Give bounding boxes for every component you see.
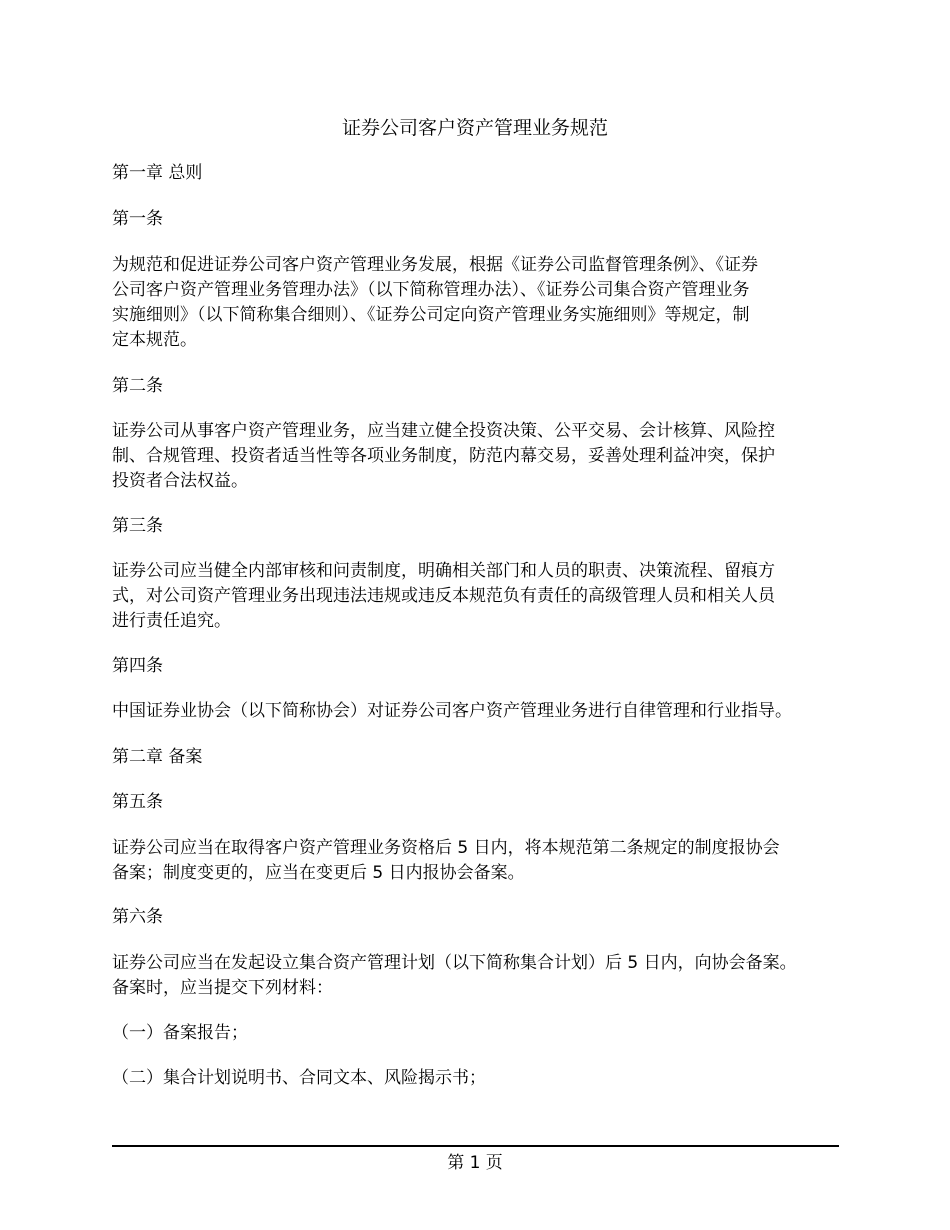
article-heading: 第六条 [112, 907, 163, 927]
paragraph-line: 证券公司应当在取得客户资产管理业务资格后 5 日内，将本规范第二条规定的制度报协会 [112, 838, 780, 858]
article-paragraph [112, 699, 842, 724]
footer-divider [112, 1145, 839, 1147]
list-item: （一）备案报告； [112, 1023, 248, 1043]
article-heading: 第二条 [112, 376, 163, 396]
article-paragraph [112, 951, 842, 1001]
paragraph-line: 进行责任追究。 [112, 611, 231, 631]
article-paragraph [112, 836, 842, 886]
article-paragraph [112, 419, 842, 494]
paragraph-line: 证券公司从事客户资产管理业务，应当建立健全投资决策、公平交易、会计核算、风险控 [112, 421, 775, 441]
paragraph-line: 中国证券业协会（以下简称协会）对证券公司客户资产管理业务进行自律管理和行业指导。 [112, 701, 792, 721]
paragraph-line: 公司客户资产管理业务管理办法》（以下简称管理办法）、《证券公司集合资产管理业务 [112, 280, 750, 300]
article-heading: 第五条 [112, 792, 163, 812]
paragraph-line: 备案；制度变更的，应当在变更后 5 日内报协会备案。 [112, 863, 525, 883]
paragraph-line: 证券公司应当在发起设立集合资产管理计划（以下简称集合计划）后 5 日内，向协会备案。 [112, 953, 797, 973]
chapter-heading: 第一章 总则 [112, 163, 203, 183]
chapter-heading: 第二章 备案 [112, 747, 203, 767]
paragraph-line: 为规范和促进证券公司客户资产管理业务发展，根据《证券公司监督管理条例》、《证券 [112, 255, 758, 275]
paragraph-line: 证券公司应当健全内部审核和问责制度，明确相关部门和人员的职责、决策流程、留痕方 [112, 561, 775, 581]
article-paragraph [112, 559, 842, 634]
paragraph-line: 制、合规管理、投资者适当性等各项业务制度，防范内幕交易，妥善处理利益冲突，保护 [112, 446, 775, 466]
article-heading: 第一条 [112, 209, 163, 229]
paragraph-line: 实施细则》（以下简称集合细则）、《证券公司定向资产管理业务实施细则》等规定，制 [112, 305, 750, 325]
article-heading: 第三条 [112, 516, 163, 536]
paragraph-line: 备案时，应当提交下列材料： [112, 978, 333, 998]
page-number: 第 1 页 [447, 1153, 503, 1173]
article-paragraph [112, 253, 842, 353]
paragraph-line: 式，对公司资产管理业务出现违法违规或违反本规范负有责任的高级管理人员和相关人员 [112, 586, 775, 606]
document-title: 证券公司客户资产管理业务规范 [341, 117, 608, 139]
article-heading: 第四条 [112, 656, 163, 676]
list-item: （二）集合计划说明书、合同文本、风险揭示书； [112, 1068, 486, 1088]
paragraph-line: 投资者合法权益。 [112, 471, 248, 491]
paragraph-line: 定本规范。 [112, 330, 197, 350]
